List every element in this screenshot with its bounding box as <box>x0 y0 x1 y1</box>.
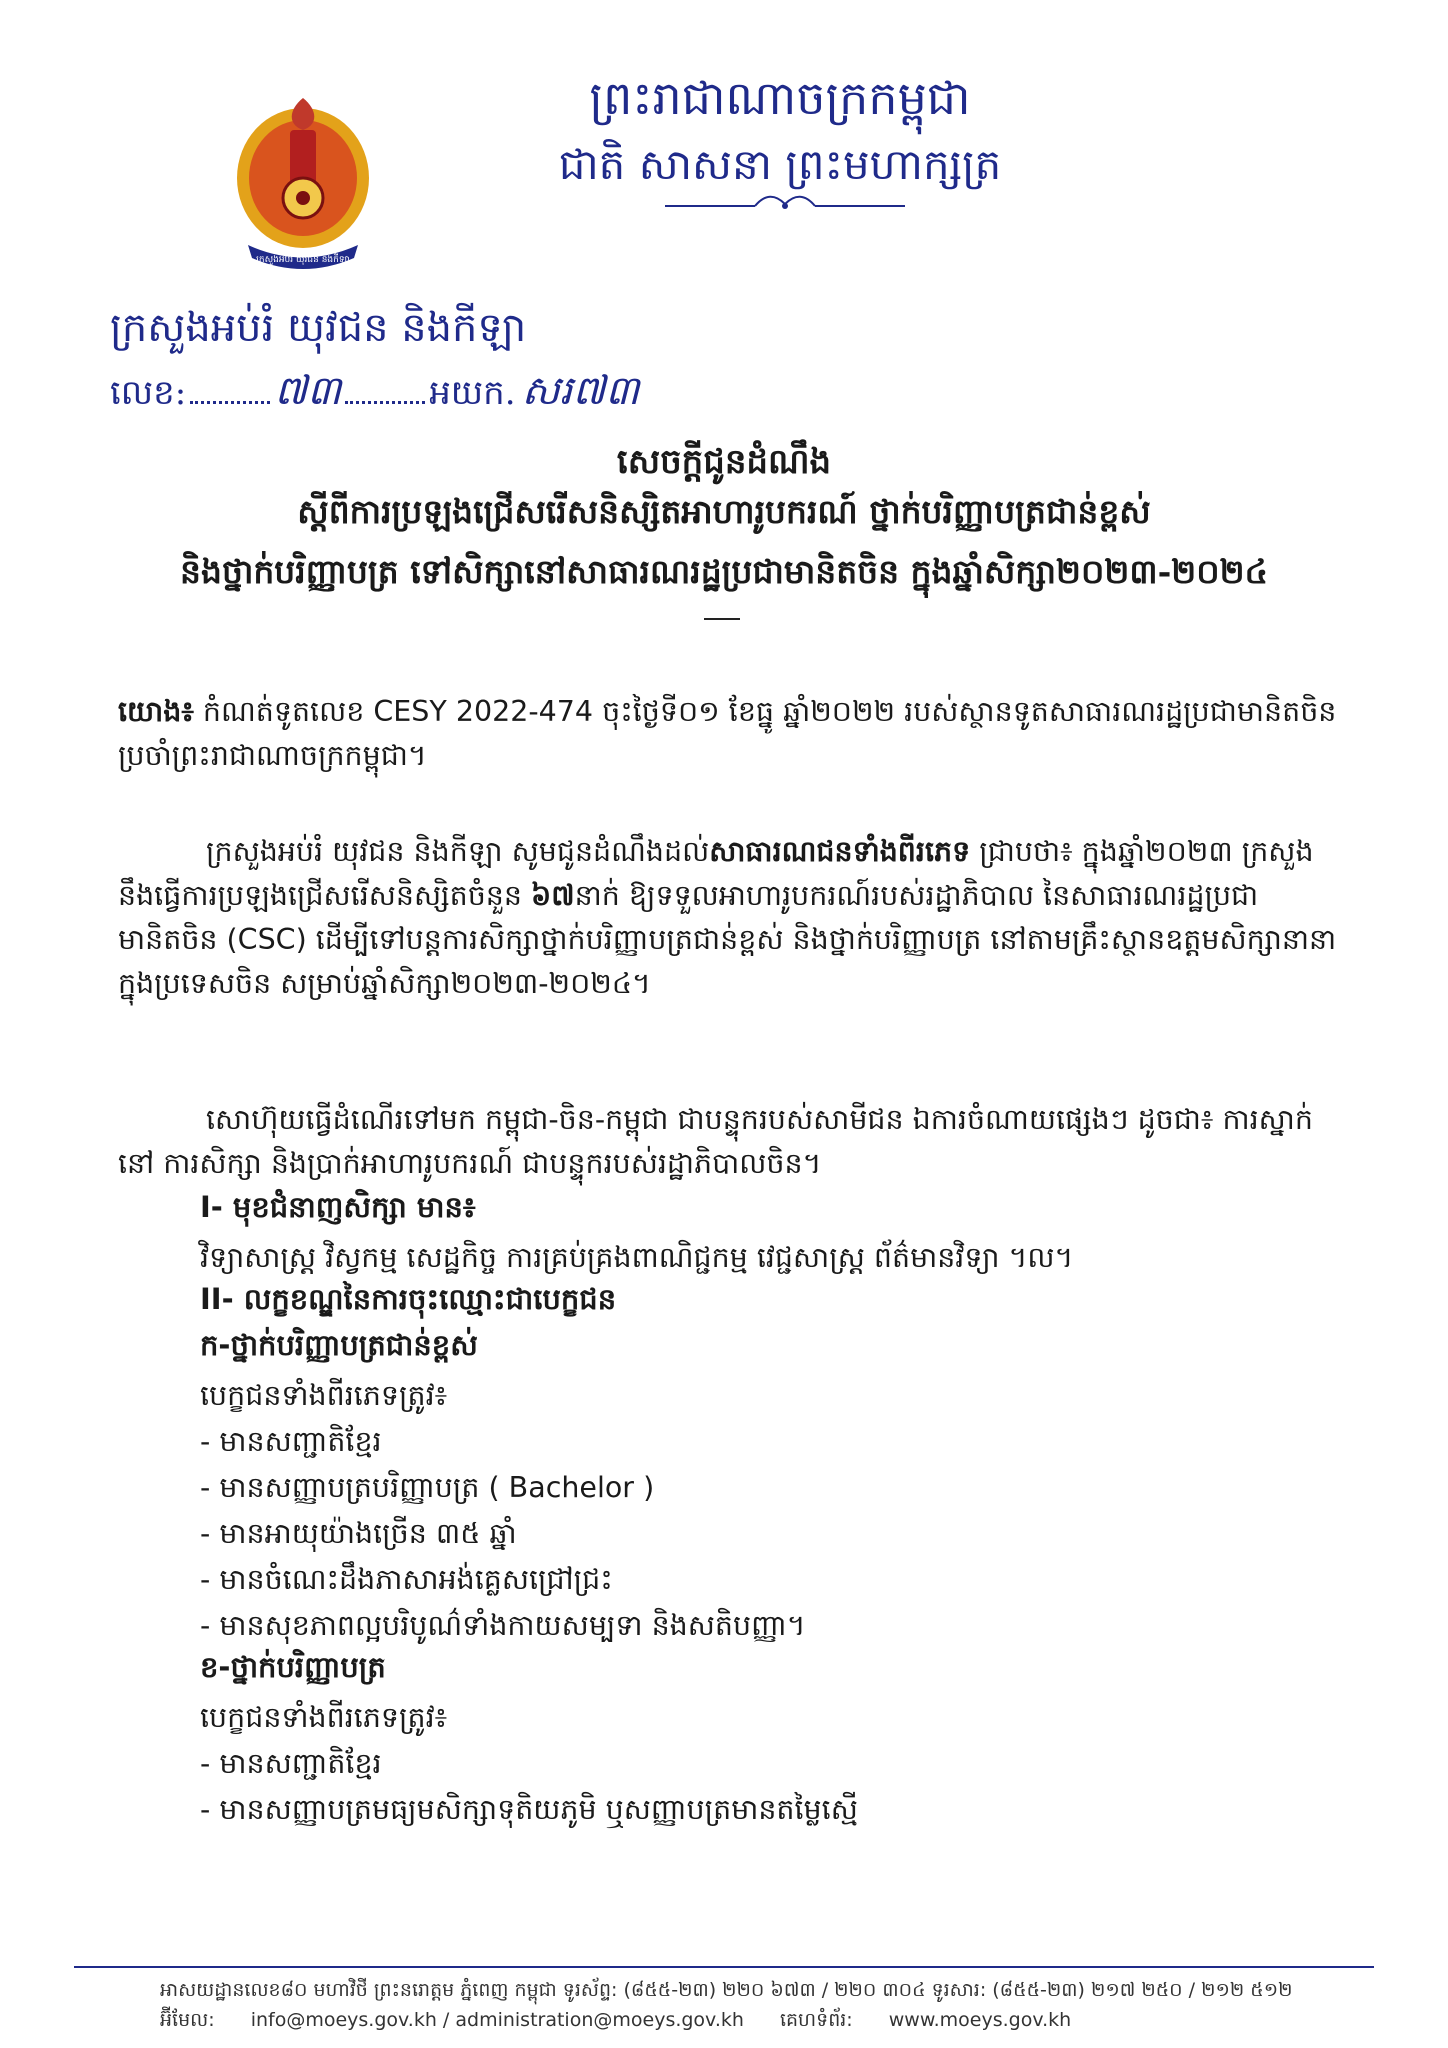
email-label: អ៊ីមែល: <box>160 2009 215 2031</box>
footer-contact <box>160 2008 1101 2036</box>
list-item: - មានសុខភាពល្អបរិបូណ៌ទាំងកាយសម្បទា និងសតិបញ្ញា។ <box>200 1609 806 1642</box>
paragraph-2: សោហ៊ុយធ្វើដំណើរទៅមក កម្ពុជា-ចិន-កម្ពុជា ជាបន្ទុករបស់សាមីជន ឯការចំណាយផ្សេងៗ ដូចជា៖ ការស្នាក់នៅ ការសិក្សា និងប្រាក់អាហារូបករណ៍ ជាបន្ទុករបស់រដ្ឋាភិបាលចិន។ <box>118 1103 1313 1180</box>
student-count: ៦៧ <box>531 879 575 912</box>
ref-label: លេខ: <box>110 373 187 413</box>
emblem-caption: ក្រសួងអប់រំ យុវជន និងកីឡា <box>256 255 350 265</box>
doc-title: សេចក្តីជូនដំណឹង <box>616 442 832 482</box>
emblem-flame-top <box>292 98 315 130</box>
section-2b-heading: ខ-ថ្នាក់បរិញ្ញាបត្រ <box>200 1650 386 1684</box>
title-divider <box>704 618 740 620</box>
ref-number: ៧៣ <box>274 368 342 414</box>
doc-subtitle-2: និងថ្នាក់បរិញ្ញាបត្រ ទៅសិក្សានៅសាធារណរដ្ឋប្រជាមានិតចិន ក្នុងឆ្នាំសិក្សា២០២៣-២០២៤ <box>180 552 1268 591</box>
list-item: - មានសញ្ជាតិខ្មែរ <box>200 1747 382 1780</box>
reference-number-line <box>110 365 639 424</box>
footer-address: អាសយដ្ឋានលេខ៨០ មហាវិថី ព្រះនរោត្តម ភ្នំពេញ កម្ពុជា ទូរស័ព្ទ: (៨៥៥-២៣) ២២០ ៦៧៣ / ២២០ ៣០៤ ទូរសារ: (៨៥៥-២៣) ២១៧ ២៥០ / ២១២ ៥១២ <box>160 1979 1293 2001</box>
email-link[interactable]: info@moeys.gov.kh / administration@moeys.gov.kh <box>250 2009 744 2031</box>
emblem-graphic <box>228 80 378 290</box>
kingdom-title: ព្រះរាជាណាចក្រកម្ពុជា <box>589 71 971 125</box>
section-2a-heading: ក-ថ្នាក់បរិញ្ញាបត្រជាន់ខ្ពស់ <box>200 1328 478 1362</box>
list-item: - មានចំណេះដឹងភាសាអង់គ្លេសជ្រៅជ្រះ <box>200 1563 613 1596</box>
list-item: - មានអាយុយ៉ាងច្រើន ៣៥ ឆ្នាំ <box>200 1517 517 1550</box>
reference-label: យោង៖ <box>118 695 194 728</box>
emblem-wheel-hub <box>296 191 310 205</box>
footer-divider <box>74 1966 1374 1968</box>
section-2b-intro: បេក្ខជនទាំងពីរភេទត្រូវ៖ <box>200 1701 448 1734</box>
ref-office: អយក. <box>429 373 516 413</box>
website-link[interactable]: www.moeys.gov.kh <box>888 2009 1072 2031</box>
section-1-text: វិទ្យាសាស្ត្រ វិស្វកម្ម សេដ្ឋកិច្ច ការគ្រប់គ្រងពាណិជ្ជកម្ម វេជ្ជសាស្ត្រ ព័ត៌មានវិទ្យា ។ល។ <box>200 1241 1074 1274</box>
list-item: - មានសញ្ញាបត្រមធ្យមសិក្សាទុតិយភូមិ ឬសញ្ញាបត្រមានតម្លៃស្មើ <box>200 1793 858 1826</box>
list-item: - មានសញ្ជាតិខ្មែរ <box>200 1425 382 1458</box>
paragraph-1: ក្រសួងអប់រំ យុវជន និងកីឡា សូមជូនដំណឹងដល់សាធារណជនទាំងពីរភេទ ជ្រាបថា៖ ក្នុងឆ្នាំ២០២៣ ក្រសួងនឹងធ្វើការប្រឡងជ្រើសរើសនិស្សិតចំនួន ៦៧នាក់ ឱ្យទទួលអាហារូបករណ៍របស់រដ្ឋាភិបាល នៃសាធារណរដ្ឋប្រជាមានិតចិន (CSC) ដើម្បីទៅបន្តការសិក្សាថ្នាក់បរិញ្ញាបត្រជាន់ខ្ពស់ និងថ្នាក់បរិញ្ញាបត្រ នៅតាមគ្រឹះស្ថានឧត្តមសិក្សានានា ក្នុងប្រទេសចិន សម្រាប់ឆ្នាំសិក្សា២០២៣-២០២៤។ <box>118 835 1337 1000</box>
ref-handwritten: សរ៧៣ <box>521 368 640 414</box>
ministry-emblem <box>228 80 378 290</box>
doc-subtitle-1: ស្តីពីការប្រឡងជ្រើសរើសនិស្សិតអាហារូបករណ៍ ថ្នាក់បរិញ្ញាបត្រជាន់ខ្ពស់ <box>297 492 1151 531</box>
audience-bold: សាធារណជនទាំងពីរភេទ <box>709 835 971 868</box>
national-motto: ជាតិ សាសនា ព្រះមហាក្សត្រ <box>558 140 1002 189</box>
ministry-name: ក្រសួងអប់រំ យុវជន និងកីឡា <box>110 305 527 351</box>
flourish-divider <box>660 190 910 216</box>
reference-paragraph <box>118 690 1338 778</box>
section-2a-intro: បេក្ខជនទាំងពីរភេទត្រូវ៖ <box>200 1379 448 1412</box>
section-1-heading: I- មុខជំនាញសិក្សា មាន៖ <box>200 1190 476 1224</box>
reference-text: កំណត់ទូតលេខ CESY 2022-474 ចុះថ្ងៃទី០១ ខែធ្នូ ឆ្នាំ២០២២ របស់ស្ថានទូតសាធារណរដ្ឋប្រជាមានិតចិនប្រចាំព្រះរាជាណាចក្រកម្ពុជា។ <box>118 695 1337 772</box>
list-item: - មានសញ្ញាបត្របរិញ្ញាបត្រ ( Bachelor ) <box>200 1471 655 1504</box>
section-2-heading: II- លក្ខខណ្ឌនៃការចុះឈ្មោះជាបេក្ខជន <box>200 1282 617 1316</box>
website-label: គេហទំព័រ: <box>779 2009 853 2031</box>
